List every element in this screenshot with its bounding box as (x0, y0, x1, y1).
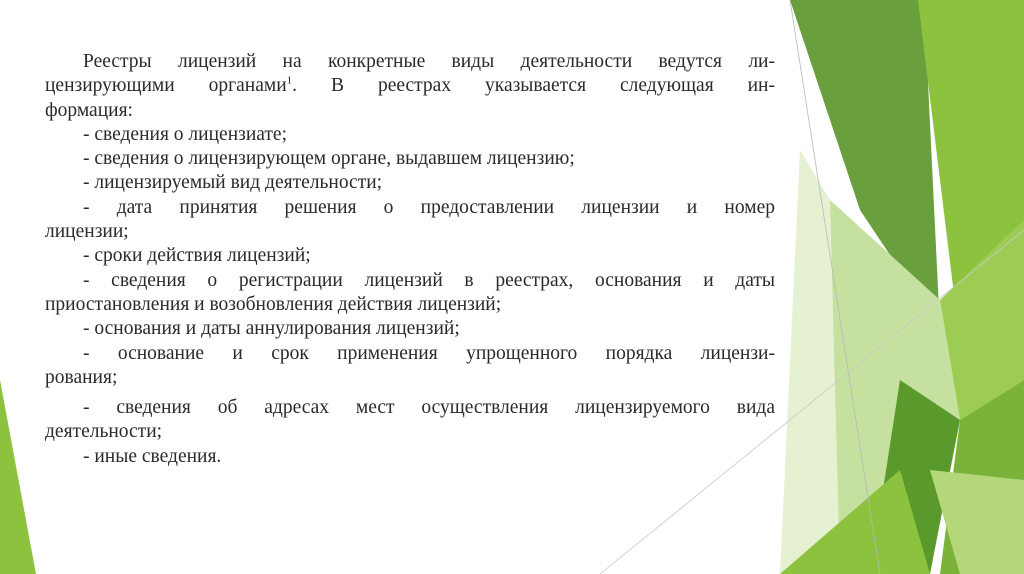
list-item: - сведения о лицензирующем органе, выдавшем лицензию; (83, 148, 575, 170)
left-edge-facet (0, 380, 36, 574)
list-item-continuation: приостановления и возобновления действия лицензий; (45, 293, 502, 315)
list-item: - лицензируемый вид деятельности; (83, 172, 383, 194)
paragraph-line-1: Реестры лицензий на конкретные виды деятельности ведутся ли- (83, 51, 775, 72)
list-item: - дата принятия решения о предоставлении лицензии и номер (83, 196, 775, 218)
list-item: - основания и даты аннулирования лицензий; (83, 318, 460, 340)
list-item-continuation: рования; (45, 366, 118, 388)
footnote-mark: 1 (286, 74, 293, 87)
list-item: - сведения об адресах мест осуществления лицензируемого вида (83, 397, 775, 419)
list-item-continuation: лицензии; (45, 221, 129, 243)
paragraph-line-3: формация: (45, 99, 133, 121)
list-item: - сроки действия лицензий; (83, 245, 311, 267)
list-item-continuation: деятельности; (45, 421, 163, 443)
slide-text (45, 50, 775, 469)
paragraph-line-2-end: . В реестрах указывается следующая ин- (292, 75, 775, 97)
paragraph-line-2 (45, 74, 775, 98)
list-item: - сведения о регистрации лицензий в реестрах, основания и даты (83, 269, 775, 291)
list-item: - иные сведения. (83, 445, 222, 467)
paragraph-line-2-start: цензирующими органами (45, 75, 287, 97)
list-item: - сведения о лицензиате; (83, 123, 288, 145)
list-item: - основание и срок применения упрощенного порядка лицензи- (83, 342, 775, 364)
